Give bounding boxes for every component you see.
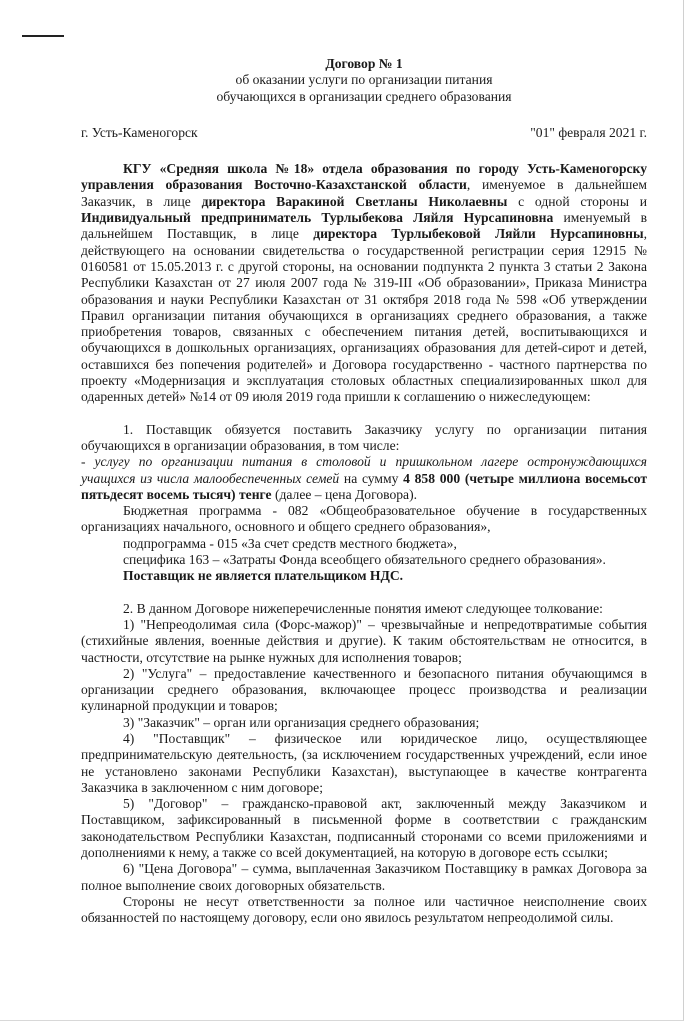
preamble-text-1: , именуемое в дальнейшем Заказчик, в лице [81, 177, 647, 209]
contract-sum: 4 858 000 (четыре миллиона восемьсот пятьдесят восемь тысяч) тенге [81, 470, 648, 502]
definition-item: 5) "Договор" – гражданско-правовой акт, заключенный между Заказчиком и Поставщиком, зафиксированный в письменной форме в соответствии с гражданским законодательством Республики Казахстан, подписанный сторонами со всеми приложениями и дополнениями к нему, а также со всей документацией, на которую в договоре есть ссылки; [81, 796, 647, 861]
contract-date: "01" февраля 2021 г. [530, 124, 647, 140]
customer-name: КГУ «Средняя школа №18» отдела образования по городу Усть-Каменогорску управления образования Восточно-Казахстанской области [81, 161, 647, 193]
definition-item: 3) "Заказчик" – орган или организация среднего образования; [123, 714, 480, 730]
preamble-text-4: , действующего на основании свидетельства о государственной регистрации серия 12915 № 0160581 от 15.05.2013 г. с другой стороны, на основании подпункта 2 пункта 3 статьи 2 Закона Республики Казахстан от 27 июля 2007 года № 319-III «Об образовании», Приказа Министра образования и науки Республики Казахстан от 31 октября 2018 года № 598 «Об утверждении Правил организации питания обучающихся в организациях среднего образования, а также приобретения товаров, связанных с обеспечением питания детей, воспитывающихся и обучающихся в дошкольных организациях, организациях образования для детей-сирот и детей, оставшихся без попечения родителей» и Договора государственно - частного партнерства по проекту «Модернизация и эксплуатация столовых областных специализированных школ для одаренных детей» №14 от 09 июля 2019 года пришли к соглашению о нижеследующем: [81, 226, 647, 405]
preamble [81, 161, 647, 405]
place-date-row [81, 125, 647, 141]
contract-sum-tail: (далее – цена Договора). [271, 486, 417, 502]
subprogram: подпрограмма - 015 «За счет средств местного бюджета», [123, 535, 457, 551]
definition-item: 6) "Цена Договора" – сумма, выплаченная Заказчиком Поставщику в рамках Договора за полное выполнение своих договорных обязательств. [81, 861, 647, 893]
contract-subtitle-2: обучающихся в организации среднего образования [216, 88, 512, 104]
budget-program: Бюджетная программа - 082 «Общеобразовательное обучение в государственных организациях начального, основного и общего среднего образования», [81, 503, 647, 535]
city: г. Усть-Каменогорск [81, 124, 198, 140]
clause-1: 1. Поставщик обязуется поставить Заказчику услугу по организации питания обучающихся в организации образования, в том числе: [81, 421, 647, 453]
definition-item: 4) "Поставщик" – физическое или юридическое лицо, осуществляющее предпринимательскую деятельность, (за исключением государственных учреждений, если иное не установлено законами Республики Казахстан), выступающее в качестве контрагента Заказчика в заключенном с ним договоре; [81, 730, 647, 795]
service-italic: - услугу по организации питания в столовой и пришкольном лагере остронуждающихся учащихся из числа малообеспеченных семей [81, 454, 647, 486]
specifics: специфика 163 – «Затраты Фонда всеобщего обязательного среднего образования». [123, 552, 606, 568]
supplier-name: Индивидуальный предприниматель Турлыбекова Ляйля Нурсапиновна [81, 210, 554, 226]
vat-statement: Поставщик не является плательщиком НДС. [123, 568, 404, 584]
definition-item: 1) "Непреодолимая сила (Форс-мажор)" – чрезвычайные и непредотвратимые события (стихийные явления, военные действия и другие). К таким обстоятельствам не относится, в частности, отсутствие на рынке нужных для исполнения товаров; [81, 616, 647, 665]
service-description [81, 454, 647, 503]
supplier-representative: директора Турлыбековой Ляйли Нурсапиновны [313, 226, 644, 242]
contract-subtitle-1: об оказании услуги по организации питания [235, 72, 493, 88]
contract-title: Договор № 1 [325, 56, 403, 71]
preamble-text-3: именуемый в дальнейшем Поставщик, в лице [81, 210, 647, 242]
service-sum-text: на сумму [339, 470, 404, 486]
corner-mark [22, 35, 64, 37]
force-majeure-clause: Стороны не несут ответственности за полное или частичное неисполнение своих обязанностей по настоящему договору, если оно явилось результатом непреодолимой силы. [81, 893, 647, 926]
preamble-text-2: с одной стороны и [507, 193, 648, 209]
customer-representative: директора Варакиной Светланы Николаевны [201, 193, 508, 209]
document-body [81, 56, 647, 927]
definition-item: 2) "Услуга" – предоставление качественного и безопасного питания обучающимся в организации среднего образования, включающее процесс производства и реализации кулинарной продукции и товаров; [81, 665, 647, 714]
clause-2-intro: 2. В данном Договоре нижеперечисленные понятия имеют следующее толкование: [123, 600, 603, 616]
